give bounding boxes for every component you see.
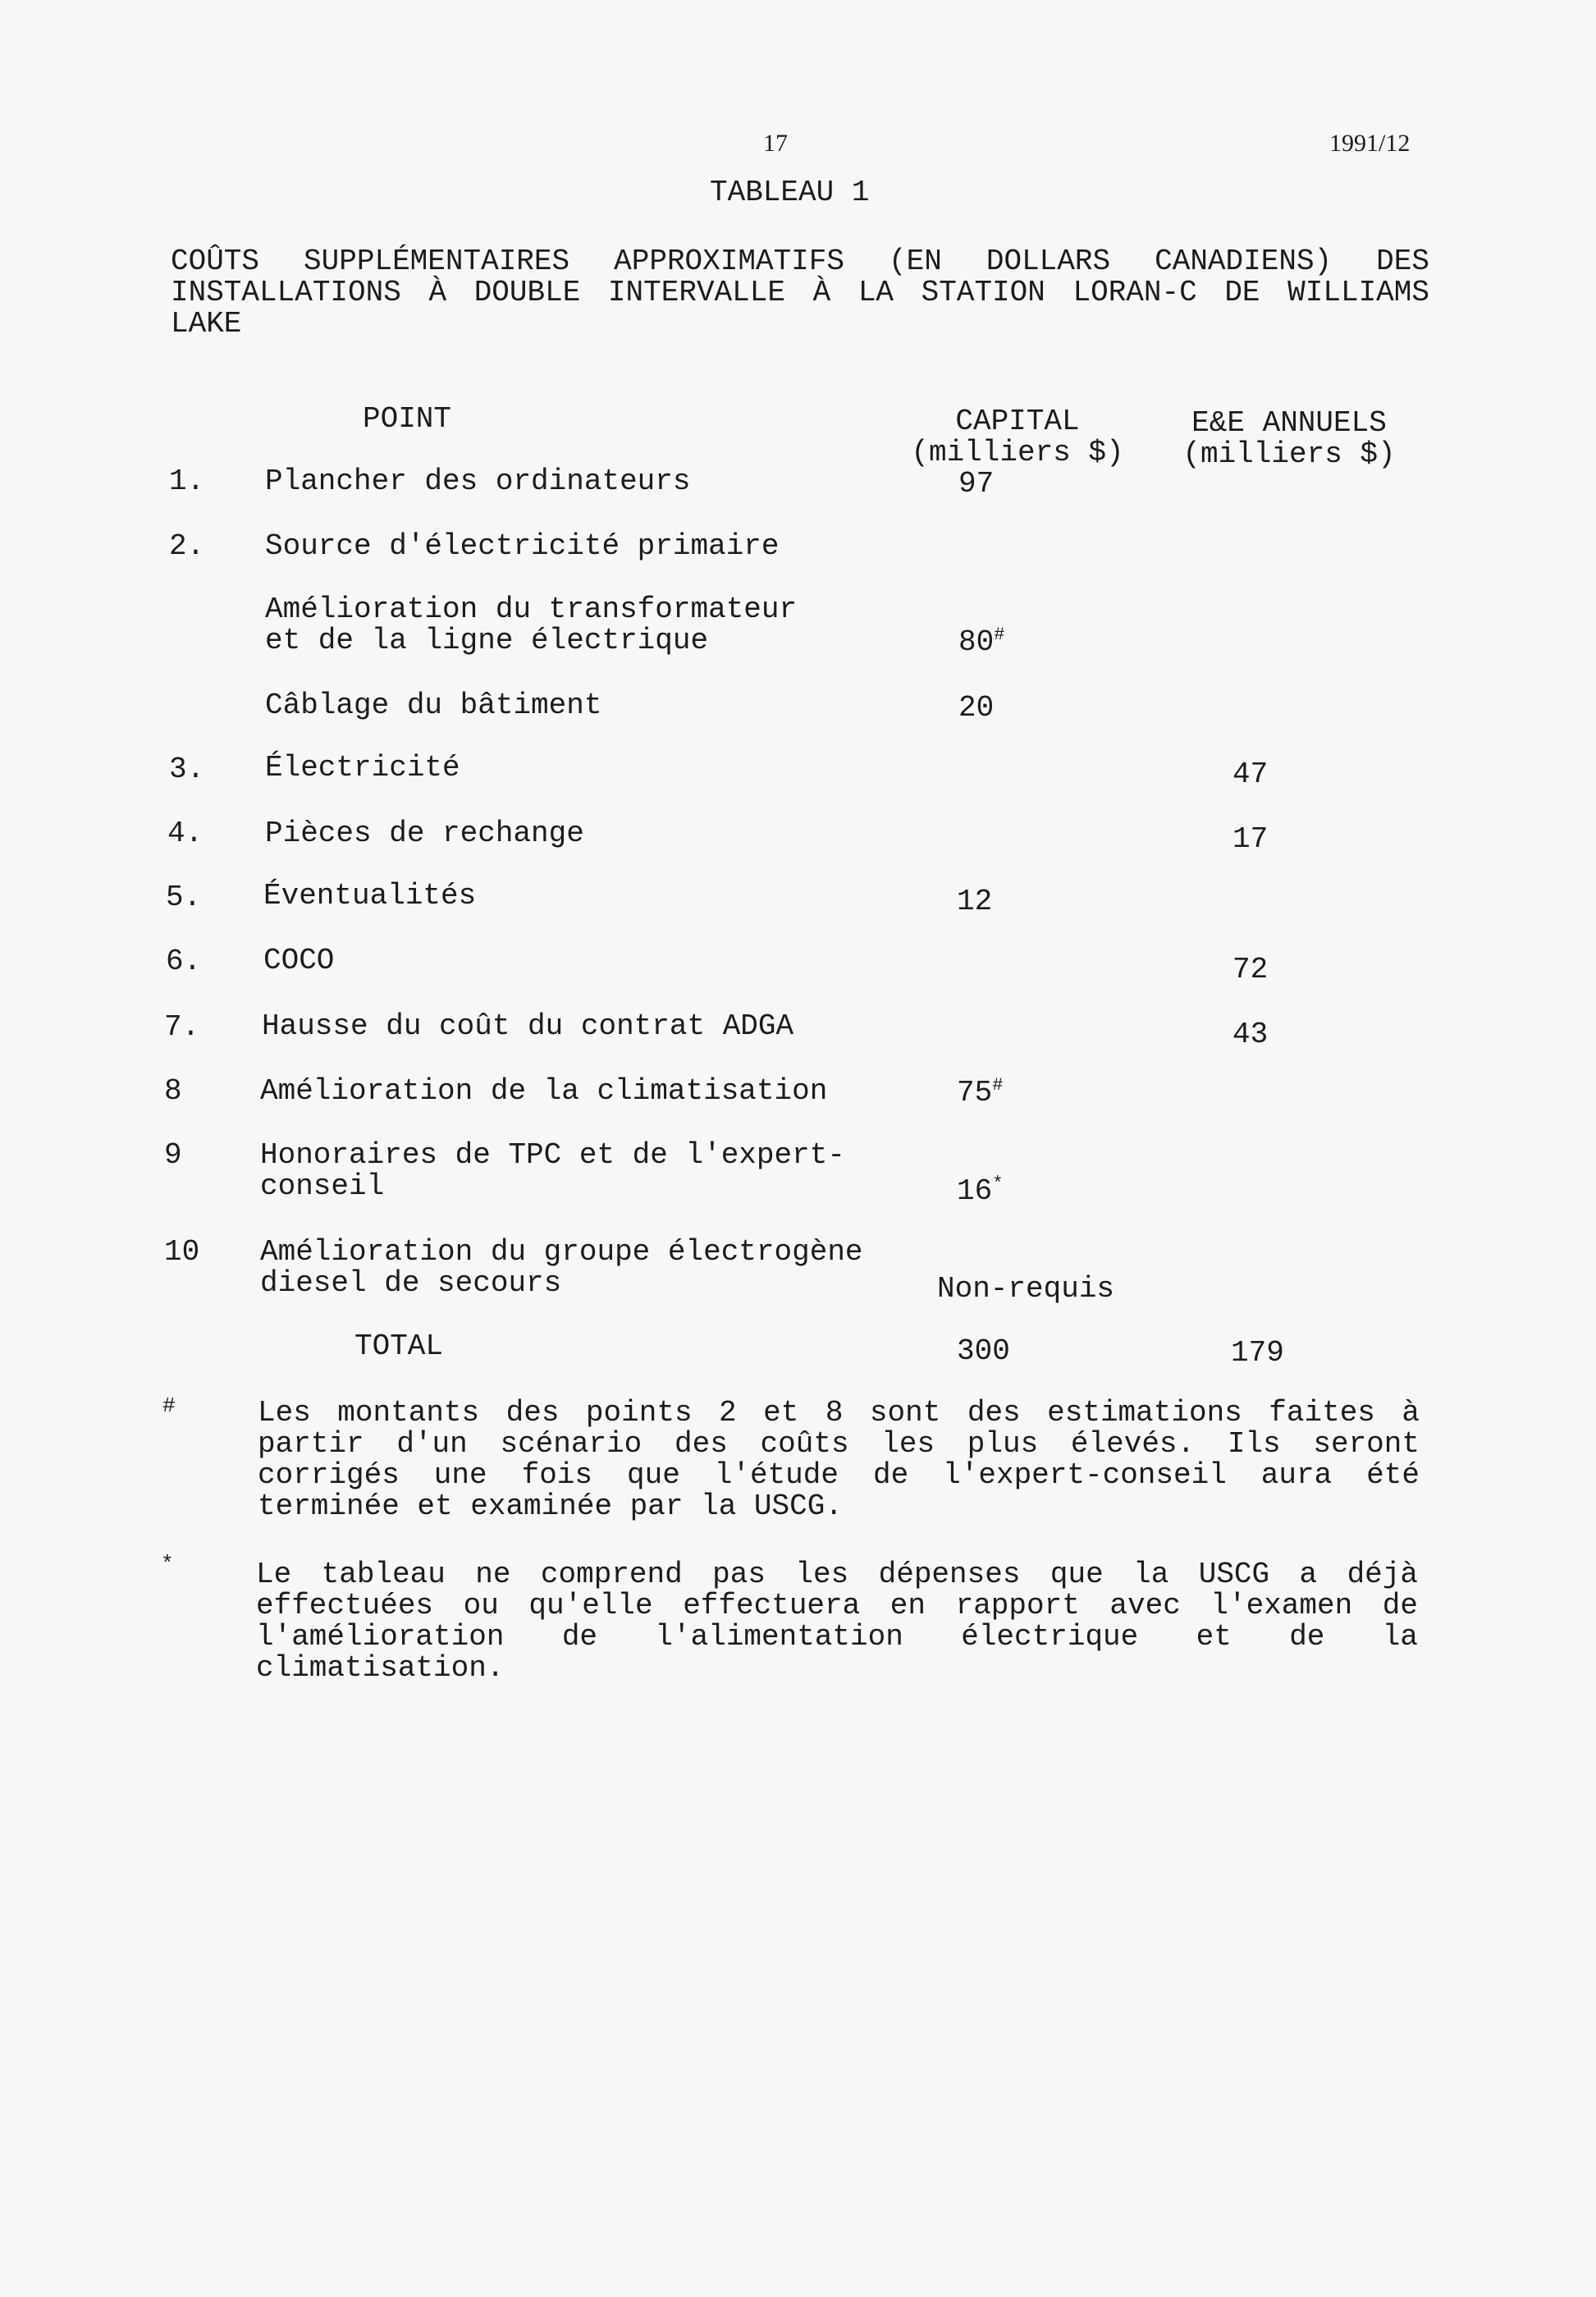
footnote-line: Le tableau ne comprend pas les dépenses que la USCG a déjà [256,1558,1418,1591]
row-number: 4. [167,817,204,850]
caption-line: LAKE [171,307,242,341]
row-label: Éventualités [263,879,477,913]
row-number: 8 [164,1074,182,1108]
annual-value: 72 [1232,953,1269,986]
footnote-mark: # [994,625,1005,645]
footnote-line: partir d'un scénario des coûts les plus élevés. Ils seront [258,1427,1420,1461]
page-number: 17 [763,130,788,157]
row-label: Honoraires de TPC et de l'expert- [260,1138,845,1172]
annual-value: 17 [1232,822,1269,856]
footnote-mark: # [162,1393,176,1418]
row-label: Amélioration de la climatisation [260,1074,828,1108]
row-number: 10 [164,1235,200,1269]
row-label: Câblage du bâtiment [265,689,602,722]
annual-value: 47 [1232,757,1269,791]
column-header-annual: E&E ANNUELS [1191,406,1387,440]
footnote-line: climatisation. [256,1651,505,1685]
footnote-line: Les montants des points 2 et 8 sont des estimations faites à [258,1396,1420,1430]
row-label: Source d'électricité primaire [265,529,780,563]
capital-amount: 75 [957,1076,993,1110]
capital-value: 97 [958,467,995,501]
footnote-line: effectuées ou qu'elle effectuera en rapport avec l'examen de [256,1589,1418,1622]
row-label: conseil [260,1169,385,1203]
capital-value [958,627,1004,658]
total-annual: 179 [1231,1336,1284,1370]
row-label: Amélioration du transformateur [265,593,798,626]
capital-value: 20 [958,691,995,725]
capital-value [957,1075,1004,1110]
row-label: Plancher des ordinateurs [265,464,691,498]
table-caption [171,246,1429,340]
total-label: TOTAL [354,1329,444,1363]
row-number: 6. [166,945,202,978]
row-number: 5. [166,881,202,914]
footnote-mark: * [992,1174,1004,1194]
row-number: 1. [169,464,205,498]
document-reference: 1991/12 [1329,130,1411,157]
footnote-mark: * [161,1552,174,1576]
column-header-point: POINT [363,402,452,436]
capital-amount: 16 [957,1174,993,1208]
column-header-annual-unit: (milliers $) [1182,437,1396,471]
row-label: et de la ligne électrique [265,624,709,657]
capital-amount: 80 [958,625,995,659]
row-number: 3. [169,753,205,786]
row-label: COCO [263,944,335,977]
row-label: Amélioration du groupe électrogène [260,1235,863,1269]
caption-line: COÛTS SUPPLÉMENTAIRES APPROXIMATIFS (EN DOLLARS CANADIENS) DES [171,245,1429,278]
capital-value: Non-requis [937,1272,1115,1306]
row-label: Hausse du coût du contrat ADGA [262,1009,794,1043]
caption-line: INSTALLATIONS À DOUBLE INTERVALLE À LA STATION LORAN-C DE WILLIAMS [171,276,1429,309]
footnote-line: l'amélioration de l'alimentation électrique et de la [256,1620,1418,1654]
row-number: 2. [169,529,205,563]
capital-value: 12 [957,885,993,918]
footnote-line: corrigés une fois que l'étude de l'expert-conseil aura été [258,1458,1420,1492]
row-label: Électricité [265,751,460,785]
column-header-capital-unit: (milliers $) [911,436,1124,469]
row-number: 9 [164,1138,182,1172]
row-number: 7. [164,1010,200,1044]
footnote [256,1559,1418,1684]
row-label: Pièces de rechange [265,817,584,850]
table-title: TABLEAU 1 [710,176,870,209]
row-label: diesel de secours [260,1266,562,1300]
footnote-line: terminée et examinée par la USCG. [258,1489,843,1523]
footnote-mark: # [992,1075,1004,1096]
annual-value: 43 [1232,1018,1269,1051]
footnote [258,1398,1420,1522]
capital-value [957,1176,1003,1207]
total-capital: 300 [957,1334,1010,1368]
column-header-capital: CAPITAL [955,405,1080,438]
